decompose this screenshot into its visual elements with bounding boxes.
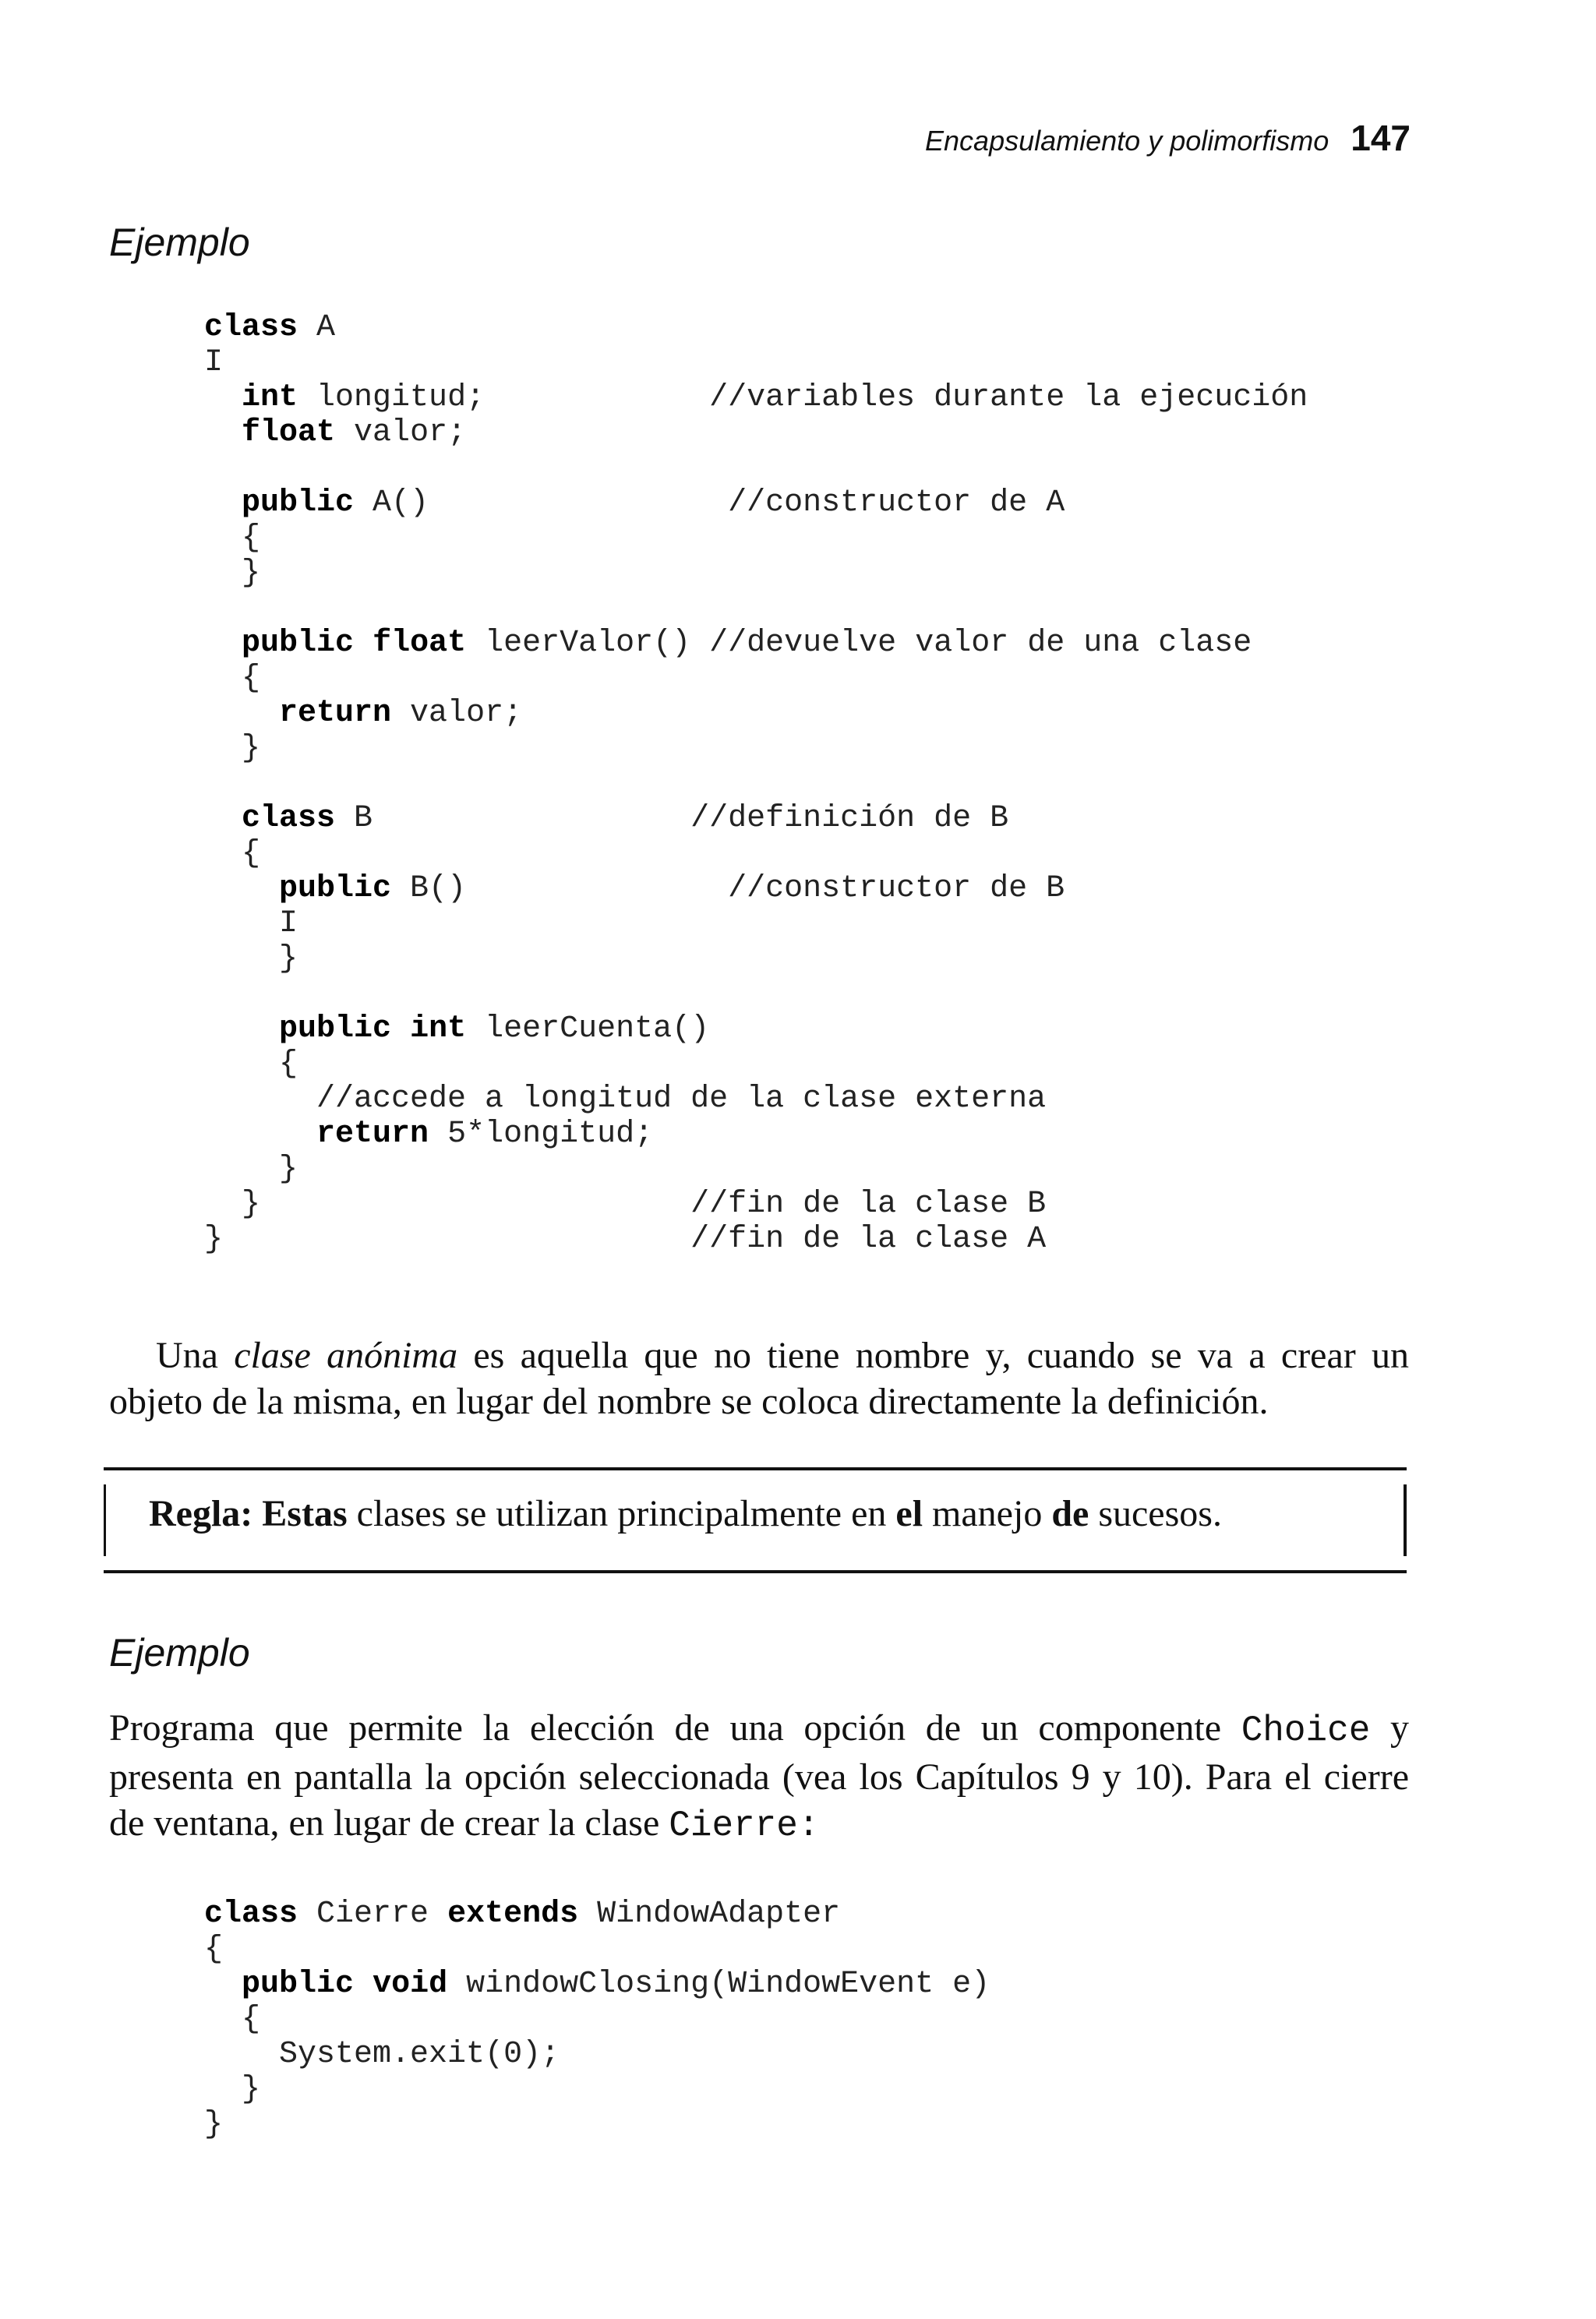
italic-term: clase anónima	[234, 1335, 458, 1376]
code-keyword: class	[204, 310, 298, 345]
running-header	[0, 117, 1411, 159]
code-block-1: class A I int longitud; //variables durante la ejecución float valor; public A() //constructor de A { } public float leerValor() //devuelve valor de una clase { return valor; } class B //definición de B { public B() //constructor de B I } public int leerCuenta() { //accede a longitud de la clase externa return 5*longitud; } } //fin de la clase B } //fin de la clase A	[204, 310, 1308, 1257]
code-keyword: float	[373, 626, 467, 661]
code-keyword: public	[242, 485, 355, 521]
example-heading-2: Ejemplo	[109, 1631, 250, 1675]
code-keyword: public	[242, 626, 355, 661]
inline-code: Cierre:	[669, 1805, 820, 1846]
bold-text: el	[895, 1493, 923, 1534]
code-keyword: public	[279, 871, 392, 906]
code-keyword: public	[242, 1967, 355, 2002]
code-keyword: void	[373, 1967, 448, 2002]
bold-text: Regla: Estas	[149, 1493, 348, 1534]
chapter-title: Encapsulamiento y polimorfismo	[925, 125, 1329, 157]
paragraph-choice-program: Programa que permite la elección de una opción de un componente Choice y presenta en pantalla la opción seleccionada (vea los Capítulos 9 y 10). Para el cierre de ventana, en lugar de crear la clase Cierre:	[109, 1707, 1410, 1846]
bold-text: de	[1051, 1493, 1089, 1534]
paragraph-anonymous-class: Una clase anónima es aquella que no tiene nombre y, cuando se va a crear un objeto de la misma, en lugar del nombre se coloca directamente la definición.	[109, 1335, 1410, 1422]
code-keyword: class	[204, 1897, 298, 1932]
code-keyword: class	[242, 801, 336, 836]
inline-code: Choice	[1241, 1710, 1371, 1751]
rule-right-bar	[1404, 1484, 1407, 1556]
rule-text: Regla: Estas clases se utilizan principalmente en el manejo de sucesos.	[149, 1493, 1222, 1534]
rule-left-bar	[104, 1484, 106, 1556]
code-keyword: return	[316, 1117, 429, 1152]
code-keyword: public	[279, 1011, 392, 1047]
rule-box	[104, 1467, 1407, 1573]
code-block-2: class Cierre extends WindowAdapter { public void windowClosing(WindowEvent e) { System.exit(0); } }	[204, 1897, 990, 2142]
code-keyword: int	[242, 380, 298, 415]
code-keyword: int	[410, 1011, 467, 1047]
code-keyword: float	[242, 415, 336, 450]
page-number: 147	[1351, 118, 1411, 158]
code-keyword: extends	[447, 1897, 579, 1932]
code-keyword: return	[279, 696, 392, 731]
example-heading-1: Ejemplo	[109, 221, 250, 264]
